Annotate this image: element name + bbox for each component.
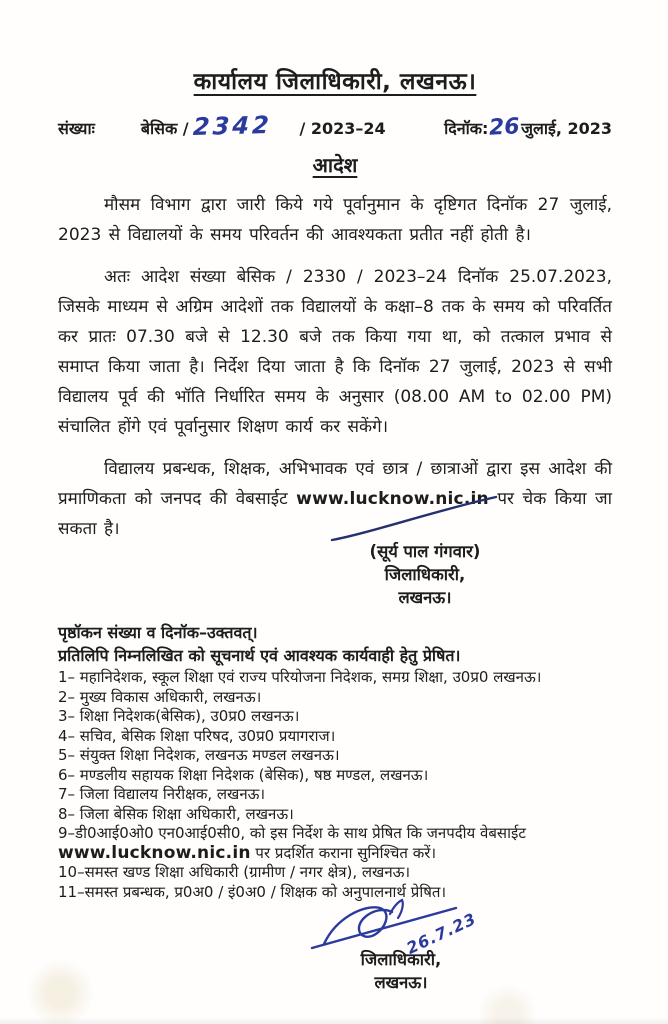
letter-date xyxy=(444,115,612,140)
date-day-handwritten: 26 xyxy=(488,114,521,141)
copy-to-item-10: 10–समस्त खण्ड शिक्षा अधिकारी (ग्रामीण / नगर क्षेत्र), लखनऊ। xyxy=(58,863,411,881)
endorsement-line-2: प्रतिलिपि निम्नलिखित को सूचनार्थ एवं आवश्यक कार्यवाही हेतु प्रेषित। xyxy=(58,646,461,665)
copy-to-item-7: 7– जिला विद्यालय निरीक्षक, लखनऊ। xyxy=(58,785,266,803)
copy-to-item-9: 9–डी0आई0ओ0 एन0आई0सी0, को इस निर्देश के साथ प्रेषित कि जनपदीय वेबसाईट www.lucknow.nic.in पर प्रदर्शित कराना सुनिश्चित करें। xyxy=(58,824,526,863)
copy-to-item-4: 4– सचिव, बेसिक शिक्षा परिषद, उ0प्र0 प्रयागराज। xyxy=(58,726,336,745)
district-website-url: www.lucknow.nic.in xyxy=(296,489,489,509)
signatory-designation: जिलाधिकारी, xyxy=(384,565,466,584)
paragraph-3-tail: पर चेक किया जा सकता है। xyxy=(58,489,612,539)
copy-to-item-3: 3– शिक्षा निदेशक(बेसिक), उ0प्र0 लखनऊ। xyxy=(58,707,300,725)
ref-number-label: संख्याः xyxy=(58,119,95,138)
copy-to-item-5: 5– संयुक्त शिक्षा निदेशक, लखनऊ मण्डल लखनऊ। xyxy=(58,746,340,764)
signatory-name: (सूर्य पाल गंगवार) xyxy=(369,542,481,561)
signatory-block xyxy=(310,540,540,609)
endorsement-line-1: पृष्ठॉकन संख्या व दिनॉक–उक्तवत्। xyxy=(58,623,258,642)
date-month-year: जुलाई, 2023 xyxy=(521,119,612,138)
copy-to-item-11: 11–समस्त प्रबन्धक, प्र0अ0 / इं0अ0 / शिक्षक को अनुपालनार्थ प्रेषित। xyxy=(58,882,447,901)
copy-to-item-8: 8– जिला बेसिक शिक्षा अधिकारी, लखनऊ। xyxy=(58,804,294,823)
ref-year: / 2023–24 xyxy=(299,119,386,138)
paragraph-3-text: विद्यालय प्रबन्धक, शिक्षक, अभिभावक एवं छात्र / छात्राओं द्वारा इस आदेश की प्रमाणिकता को जनपद की वेबसाईट xyxy=(58,459,612,509)
order-paragraph-1: मौसम विभाग द्वारा जारी किये गये पूर्वानुमान के दृष्टिगत दिनॉक 27 जुलाई, 2023 से विद्यालयों के समय परिवर्तन की आवश्यकता प्रतीत नहीं होती है। xyxy=(58,195,612,245)
copy-to-item-6: 6– मण्डलीय सहायक शिक्षा निदेशक (बेसिक), षष्ठ मण्डल, लखनऊ। xyxy=(58,765,429,784)
copy-to-item-2: 2– मुख्य विकास अधिकारी, लखनऊ। xyxy=(58,687,262,706)
ref-series: बेसिक / xyxy=(140,119,189,138)
reference-row xyxy=(58,112,612,140)
signatory-place: लखनऊ। xyxy=(398,588,452,607)
office-title: कार्यालय जिलाधिकारी, लखनऊ। xyxy=(193,69,477,95)
ref-number-handwritten: 2342 xyxy=(192,110,273,142)
signature-stroke-icon xyxy=(328,494,503,544)
endorsement-section xyxy=(58,621,612,902)
bottom-signatory-designation: जिलाधिकारी, xyxy=(360,950,442,969)
order-heading: आदेश xyxy=(312,153,358,177)
bottom-signature-block xyxy=(286,896,516,994)
copy-to-list xyxy=(58,668,612,902)
bottom-signatory-place: लखनऊ। xyxy=(374,973,428,992)
signature-date-handwritten: 26.7.23 xyxy=(403,909,480,958)
date-label: दिनॉक: xyxy=(444,119,489,138)
copy-to-item-1: 1– महानिदेशक, स्कूल शिक्षा एवं राज्य परियोजना निदेशक, समग्र शिक्षा, उ0प्र0 लखनऊ। xyxy=(58,668,542,686)
order-paragraph-2: अतः आदेश संख्या बेसिक / 2330 / 2023–24 दिनॉक 25.07.2023, जिसके माध्यम से अग्रिम आदेशों तक विद्यालयों के कक्षा–8 तक के समय को परिवर्तित कर प्रातः 07.30 बजे से 12.30 बजे तक किया गया था, को तत्काल प्रभाव से समाप्त किया जाता है। निर्देश दिया जाता है कि दिनॉक 27 जुलाई, 2023 से सभी विद्यालय पूर्व की भॉति निर्धारित समय के अनुसार (08.00 AM to 02.00 PM) संचालित होंगे एवं पूर्वानुसार शिक्षण कार्य कर सकेंगे। xyxy=(58,267,612,437)
ref-number-value xyxy=(141,112,386,140)
